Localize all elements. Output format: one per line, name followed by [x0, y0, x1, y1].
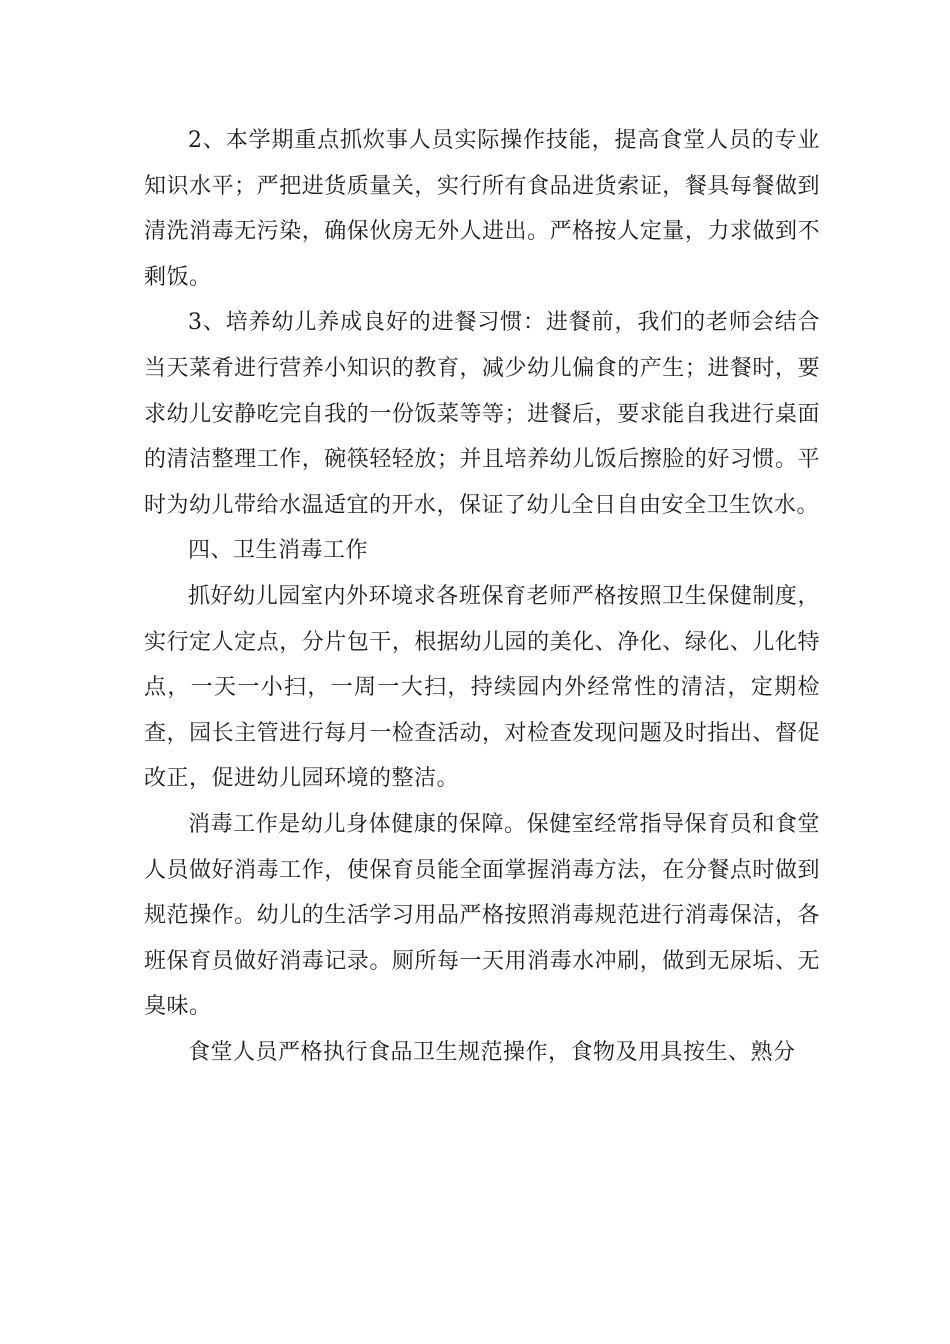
paragraph-eating-habits: 3、培养幼儿养成良好的进餐习惯：进餐前，我们的老师会结合当天菜肴进行营养小知识的教育，减少幼儿偏食的产生；进餐时，要求幼儿安静吃完自我的一份饭菜等等；进餐后，要求能自我进行桌面的清洁整理工作，碗筷轻轻放；并且培养幼儿饭后擦脸的好习惯。平时为幼儿带给水温适宜的开水，保证了幼儿全日自由安全卫生饮水。	[144, 310, 820, 518]
paragraph-environment: 抓好幼儿园室内外环境求各班保育老师严格按照卫生保健制度，实行定人定点，分片包干，根据幼儿园的美化、净化、绿化、儿化特点，一天一小扫，一周一大扫，持续园内外经常性的清洁，定期检查，园长主管进行每月一检查活动，对检查发现问题及时指出、督促改正，促进幼儿园环境的整洁。	[144, 583, 820, 792]
paragraph-canteen: 食堂人员严格执行食品卫生规范操作，食物及用具按生、熟分	[188, 1039, 796, 1065]
document-body	[144, 118, 820, 1075]
paragraph-disinfection: 消毒工作是幼儿身体健康的保障。保健室经常指导保育员和食堂人员做好消毒工作，使保育员能全面掌握消毒方法，在分餐点时做到规范操作。幼儿的生活学习用品严格按照消毒规范进行消毒保洁，各班保育员做好消毒记录。厕所每一天用消毒水冲刷，做到无尿垢、无臭味。	[144, 811, 820, 1020]
paragraph-kitchen-skills: 2、本学期重点抓炊事人员实际操作技能，提高食堂人员的专业知识水平；严把进货质量关，实行所有食品进货索证，餐具每餐做到清洗消毒无污染，确保伙房无外人进出。严格按人定量，力求做到不剩饭。	[144, 128, 820, 290]
section-heading-hygiene: 四、卫生消毒工作	[188, 538, 369, 564]
